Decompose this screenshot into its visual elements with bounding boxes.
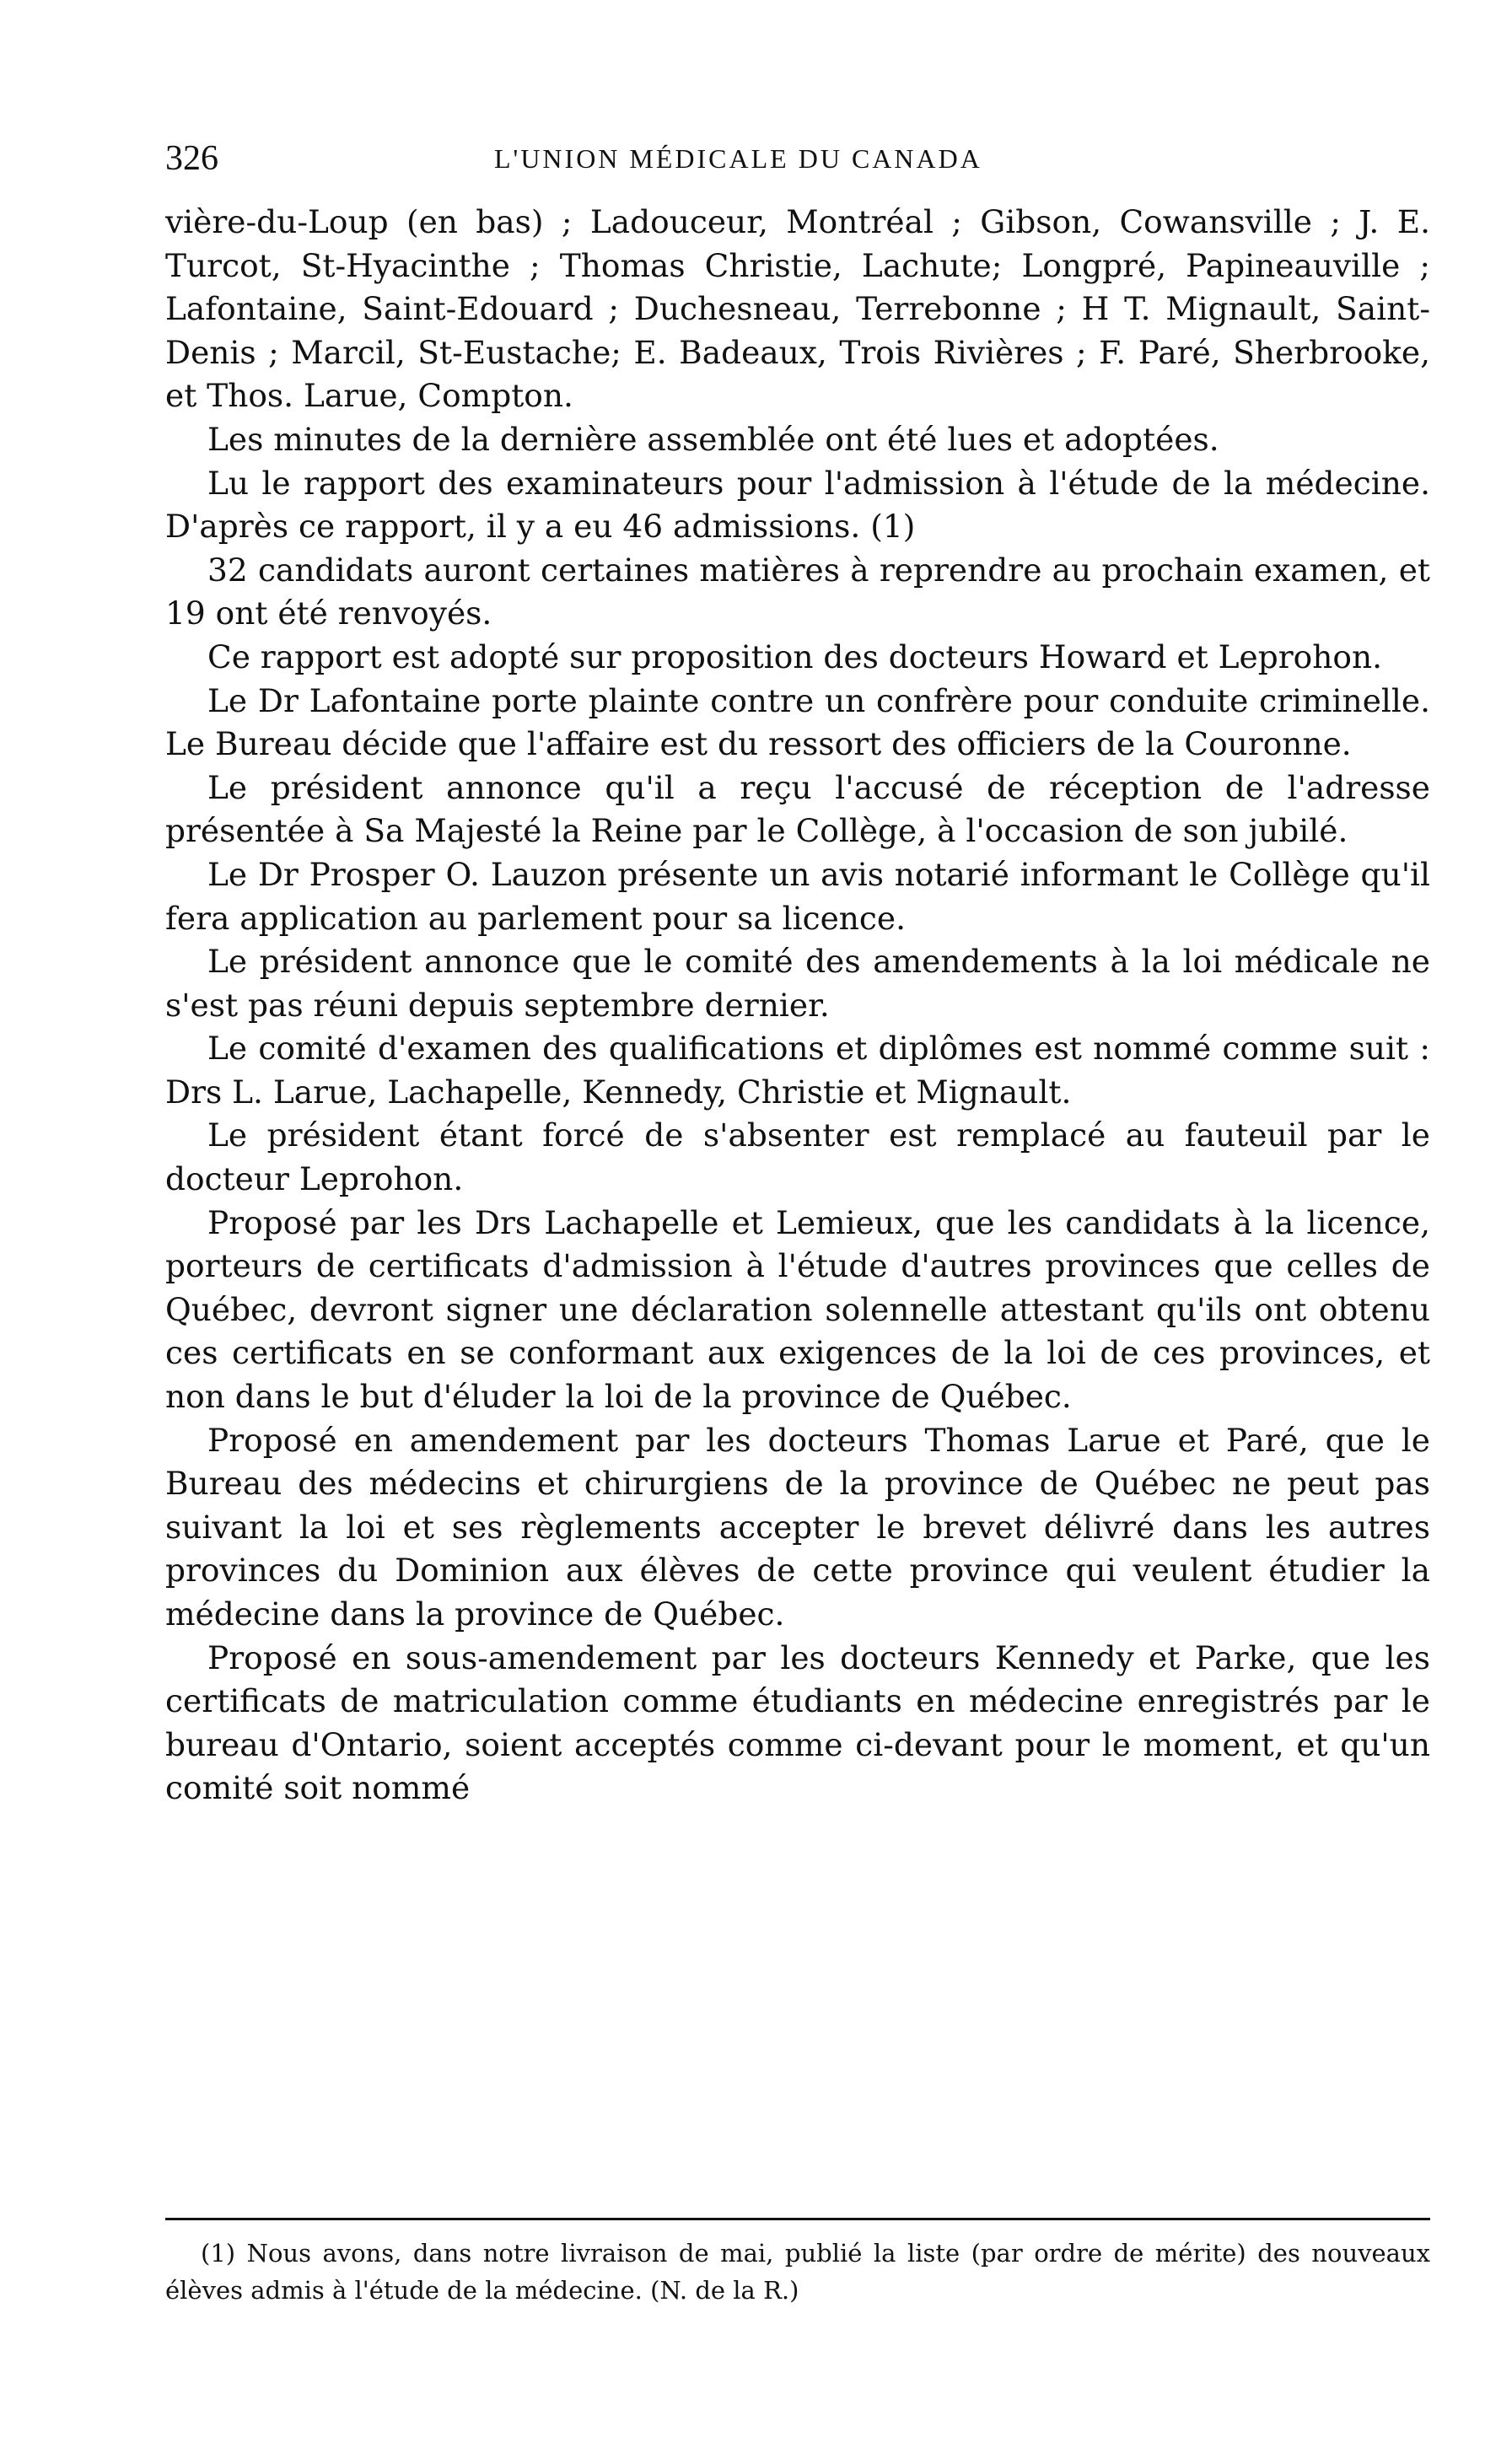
paragraph-motion: Proposé par les Drs Lachapelle et Lemieux, que les candidats à la licence, porteurs de certificats d'admission à l'étude d'autres provinces que celles de Québec, devront signer une déclaration solennelle attestant qu'ils ont obtenu ces certificats en se conformant aux exigences de la loi de ces provinces, et non dans le but d'éluder la loi de la province de Québec. xyxy=(165,1203,1430,1416)
page-number: 326 xyxy=(165,139,218,178)
footnote-text: (1) Nous avons, dans notre livraison de mai, publié la liste (par ordre de mérite) des nouveaux élèves admis à l'étude de la médecine. (N. de la R.) xyxy=(165,2239,1430,2305)
paragraph-minutes: Les minutes de la dernière assemblée ont été lues et adoptées. xyxy=(207,420,1219,458)
running-title: L'UNION MÉDICALE DU CANADA xyxy=(494,143,982,174)
paragraph-sub-amendment: Proposé en sous-amendement par les docteurs Kennedy et Parke, que les certificats de matriculation comme étudiants en médecine enregistrés par le bureau d'Ontario, soient acceptés comme ci-devant pour le moment, et qu'un comité soit nommé xyxy=(165,1638,1430,1807)
paragraph-examiners-report: Lu le rapport des examinateurs pour l'admission à l'étude de la médecine. D'après ce rapport, il y a eu 46 admissions. (1) xyxy=(165,464,1430,546)
footnote-divider xyxy=(165,2218,1430,2220)
paragraph-candidates: 32 candidats auront certaines matières à reprendre au prochain examen, et 19 ont été renvoyés. xyxy=(165,551,1430,632)
paragraph-president-replaced: Le président étant forcé de s'absenter est remplacé au fauteuil par le docteur Leprohon. xyxy=(165,1116,1430,1198)
paragraph-attendance-list: vière-du-Loup (en bas) ; Ladouceur, Montréal ; Gibson, Cowansville ; J. E. Turcot, St-Hyacinthe ; Thomas Christie, Lachute; Longpré, Papineauville ; Lafontaine, Saint-Edouard ; Duchesneau, Terrebonne ; H T. Mignault, Saint-Denis ; Marcil, St-Eustache; E. Badeaux, Trois Rivières ; F. Paré, Sherbrooke, et Thos. Larue, Compton. xyxy=(165,203,1430,415)
footnote xyxy=(165,2235,1430,2309)
paragraph-notarial-notice: Le Dr Prosper O. Lauzon présente un avis notarié informant le Collège qu'il fera application au parlement pour sa licence. xyxy=(165,855,1430,937)
paragraph-report-adopted: Ce rapport est adopté sur proposition des docteurs Howard et Leprohon. xyxy=(207,638,1383,675)
body-text xyxy=(165,201,1430,1810)
paragraph-complaint: Le Dr Lafontaine porte plainte contre un confrère pour conduite criminelle. Le Bureau décide que l'affaire est du ressort des officiers de la Couronne. xyxy=(165,681,1430,763)
page-header xyxy=(165,133,1430,184)
paragraph-amendment: Proposé en amendement par les docteurs Thomas Larue et Paré, que le Bureau des médecins et chirurgiens de la province de Québec ne peut pas suivant la loi et ses règlements accepter le brevet délivré dans les autres provinces du Dominion aux élèves de cette province qui veulent étudier la médecine dans la province de Québec. xyxy=(165,1421,1430,1633)
paragraph-acknowledgment: Le président annonce qu'il a reçu l'accusé de réception de l'adresse présentée à Sa Majesté la Reine par le Collège, à l'occasion de son jubilé. xyxy=(165,768,1430,850)
paragraph-amendments-committee: Le président annonce que le comité des amendements à la loi médicale ne s'est pas réuni depuis septembre dernier. xyxy=(165,943,1430,1024)
paragraph-qualifications-committee: Le comité d'examen des qualifications et diplômes est nommé comme suit : Drs L. Larue, Lachapelle, Kennedy, Christie et Mignault. xyxy=(165,1030,1430,1111)
